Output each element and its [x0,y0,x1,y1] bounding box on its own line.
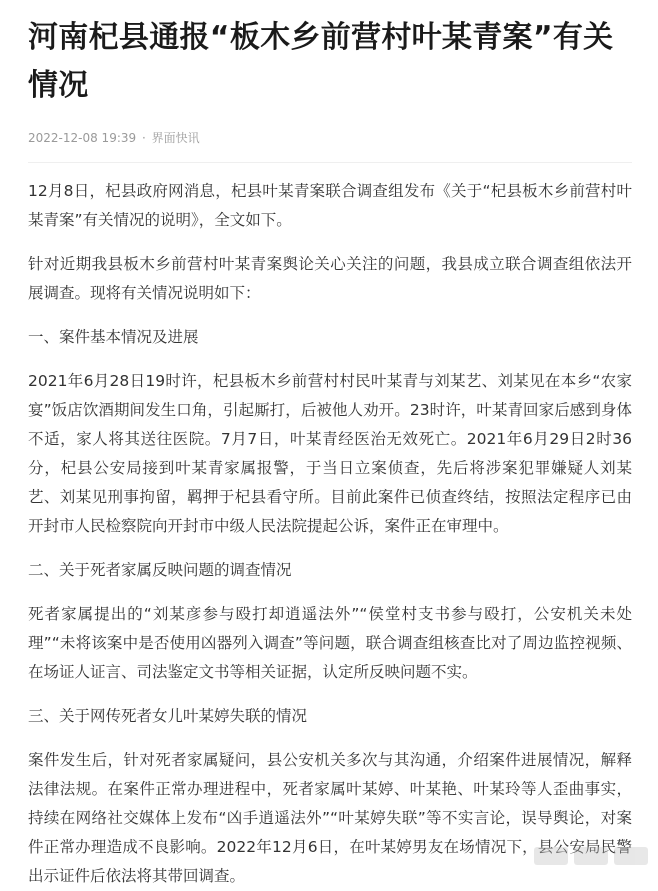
paragraph-statement: 针对近期我县板木乡前营村叶某青案舆论关心关注的问题，我县成立联合调查组依法开展调查。现将有关情况说明如下： [28,255,632,302]
watermark-block [614,847,648,865]
paragraph-case-details: 2021年6月28日19时许，杞县板木乡前营村村民叶某青与刘某艺、刘某见在本乡“农家宴”饭店饮酒期间发生口角，引起厮打，后被他人劝开。23时许，叶某青回家后感到身体不适，家人将其送往医院。7月7日，叶某青经医治无效死亡。2021年6月29日2时36分，杞县公安局接到叶某青家属报警，于当日立案侦查，先后将涉案犯罪嫌疑人刘某艺、刘某见刑事拘留，羁押于杞县看守所。目前此案件已侦查终结，按照法定程序已由开封市人民检察院向开封市中级人民法院提起公诉，案件正在审理中。 [28,372,632,535]
header-divider [28,162,632,163]
article-meta [28,130,632,146]
section-heading-family-issues: 二、关于死者家属反映问题的调查情况 [28,561,292,579]
meta-separator: · [141,131,146,145]
watermark [534,847,648,865]
section-heading-case-basics: 一、案件基本情况及进展 [28,328,199,346]
paragraph-daughter-missing: 案件发生后，针对死者家属疑问，县公安机关多次与其沟通，介绍案件进展情况，解释法律法规。在案件正常办理进程中，死者家属叶某婷、叶某艳、叶某玲等人歪曲事实，持续在网络社交媒体上发布“凶手逍遥法外”“叶某婷失联”等不实言论，误导舆论，对案件正常办理造成不良影响。2022年12月6日，在叶某婷男友在场情况下，县公安局民警出示证件后依法将其带回调查。 [28,751,632,885]
paragraph-family-issues: 死者家属提出的“刘某彦参与殴打却逍遥法外”“侯堂村支书参与殴打，公安机关未处理”“未将该案中是否使用凶器列入调查”等问题，联合调查组核查比对了周边监控视频、在场证人证言、司法鉴定文书等相关证据，认定所反映问题不实。 [28,605,632,681]
paragraph-intro: 12月8日，杞县政府网消息，杞县叶某青案联合调查组发布《关于“杞县板木乡前营村叶某青案”有关情况的说明》，全文如下。 [28,182,632,229]
publish-timestamp: 2022-12-08 19:39 [28,131,137,145]
watermark-block [574,847,608,865]
section-heading-daughter-missing: 三、关于网传死者女儿叶某婷失联的情况 [28,707,308,725]
source-name[interactable]: 界面快讯 [151,131,200,145]
article-title: 河南杞县通报“板木乡前营村叶某青案”有关情况 [28,20,614,103]
watermark-block [534,847,568,865]
